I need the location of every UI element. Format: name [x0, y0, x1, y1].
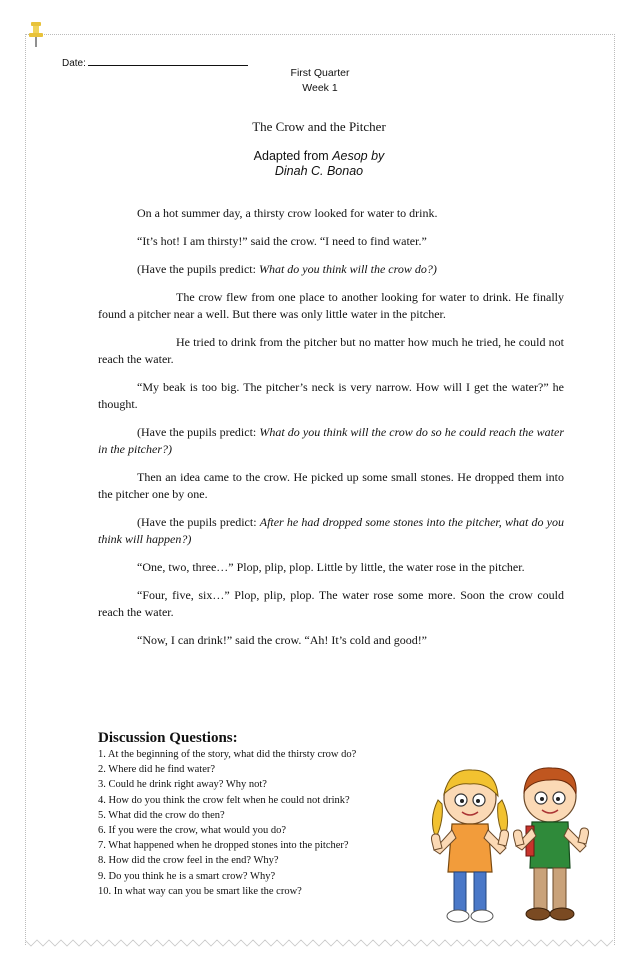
pushpin-icon [26, 20, 46, 48]
prompt-question: What do you think will the crow do?) [258, 262, 437, 276]
story-paragraph: “Now, I can drink!” said the crow. “Ah! It’s cold and good!” [137, 633, 428, 647]
discussion-questions [98, 730, 356, 899]
story-credits [0, 149, 638, 179]
question-item: 4. How do you think the crow felt when he could not drink? [98, 794, 350, 806]
date-blank-line [88, 65, 248, 66]
prompt-prefix: (Have the pupils predict: [137, 515, 260, 529]
page-bottom-edge [25, 938, 613, 948]
date-label: Date: [62, 58, 86, 69]
question-item: 5. What did the crow do then? [98, 809, 225, 821]
boy-figure [514, 768, 589, 920]
girl-figure [432, 770, 509, 922]
question-item: 3. Could he drink right away? Why not? [98, 779, 267, 791]
kids-thumbs-up-illustration [420, 760, 610, 930]
adapted-prefix: Adapted from [253, 149, 333, 163]
question-item: 7. What happened when he dropped stones into the pitcher? [98, 840, 349, 852]
story-body [98, 205, 564, 660]
week-label: Week 1 [302, 82, 338, 94]
question-item: 9. Do you think he is a smart crow? Why? [98, 870, 276, 882]
prediction-prompt [98, 514, 564, 548]
adapter-name: Dinah C. Bonao [274, 164, 364, 178]
question-item: 6. If you were the crow, what would you do? [98, 825, 286, 837]
question-item: 10. In what way can you be smart like the crow? [98, 885, 302, 897]
adapted-author: Aesop by [332, 149, 385, 163]
prompt-question: What do you think will the crow do so he could reach the water in the pitcher?) [98, 425, 565, 456]
question-list [98, 747, 356, 899]
story-paragraph: “Four, five, six…” Plop, plip, plop. The water rose some more. Soon the crow could reach the water. [98, 588, 564, 619]
story-paragraph: On a hot summer day, a thirsty crow looked for water to drink. [137, 206, 438, 220]
question-item: 8. How did the crow feel in the end? Why? [98, 855, 279, 867]
discussion-heading: Discussion Questions: [98, 730, 238, 746]
story-paragraph: “It’s hot! I am thirsty!” said the crow. “I need to find water.” [137, 234, 427, 248]
quarter-week-header [270, 66, 370, 96]
prompt-prefix: (Have the pupils predict: [137, 425, 260, 439]
story-paragraph: Then an idea came to the crow. He picked up some small stones. He dropped them into the pitcher one by one. [98, 470, 564, 501]
question-item: 2. Where did he find water? [98, 764, 216, 776]
prediction-prompt [98, 261, 564, 278]
prompt-question: After he had dropped some stones into the pitcher, what do you think will happen?) [98, 515, 565, 546]
story-title: The Crow and the Pitcher [252, 119, 386, 134]
story-paragraph: The crow flew from one place to another looking for water to drink. He finally found a pitcher near a well. But there was only little water in the pitcher. [98, 290, 564, 321]
prediction-prompt [98, 424, 564, 458]
prompt-prefix: (Have the pupils predict: [137, 262, 259, 276]
story-paragraph: “My beak is too big. The pitcher’s neck is very narrow. How will I get the water?” he thought. [98, 380, 564, 411]
date-field [62, 58, 248, 69]
quarter-label: First Quarter [290, 67, 350, 79]
question-item: 1. At the beginning of the story, what did the thirsty crow do? [98, 749, 357, 760]
story-paragraph: He tried to drink from the pitcher but no matter how much he tried, he could not reach the water. [98, 335, 564, 366]
story-paragraph: “One, two, three…” Plop, plip, plop. Little by little, the water rose in the pitcher. [137, 560, 525, 574]
